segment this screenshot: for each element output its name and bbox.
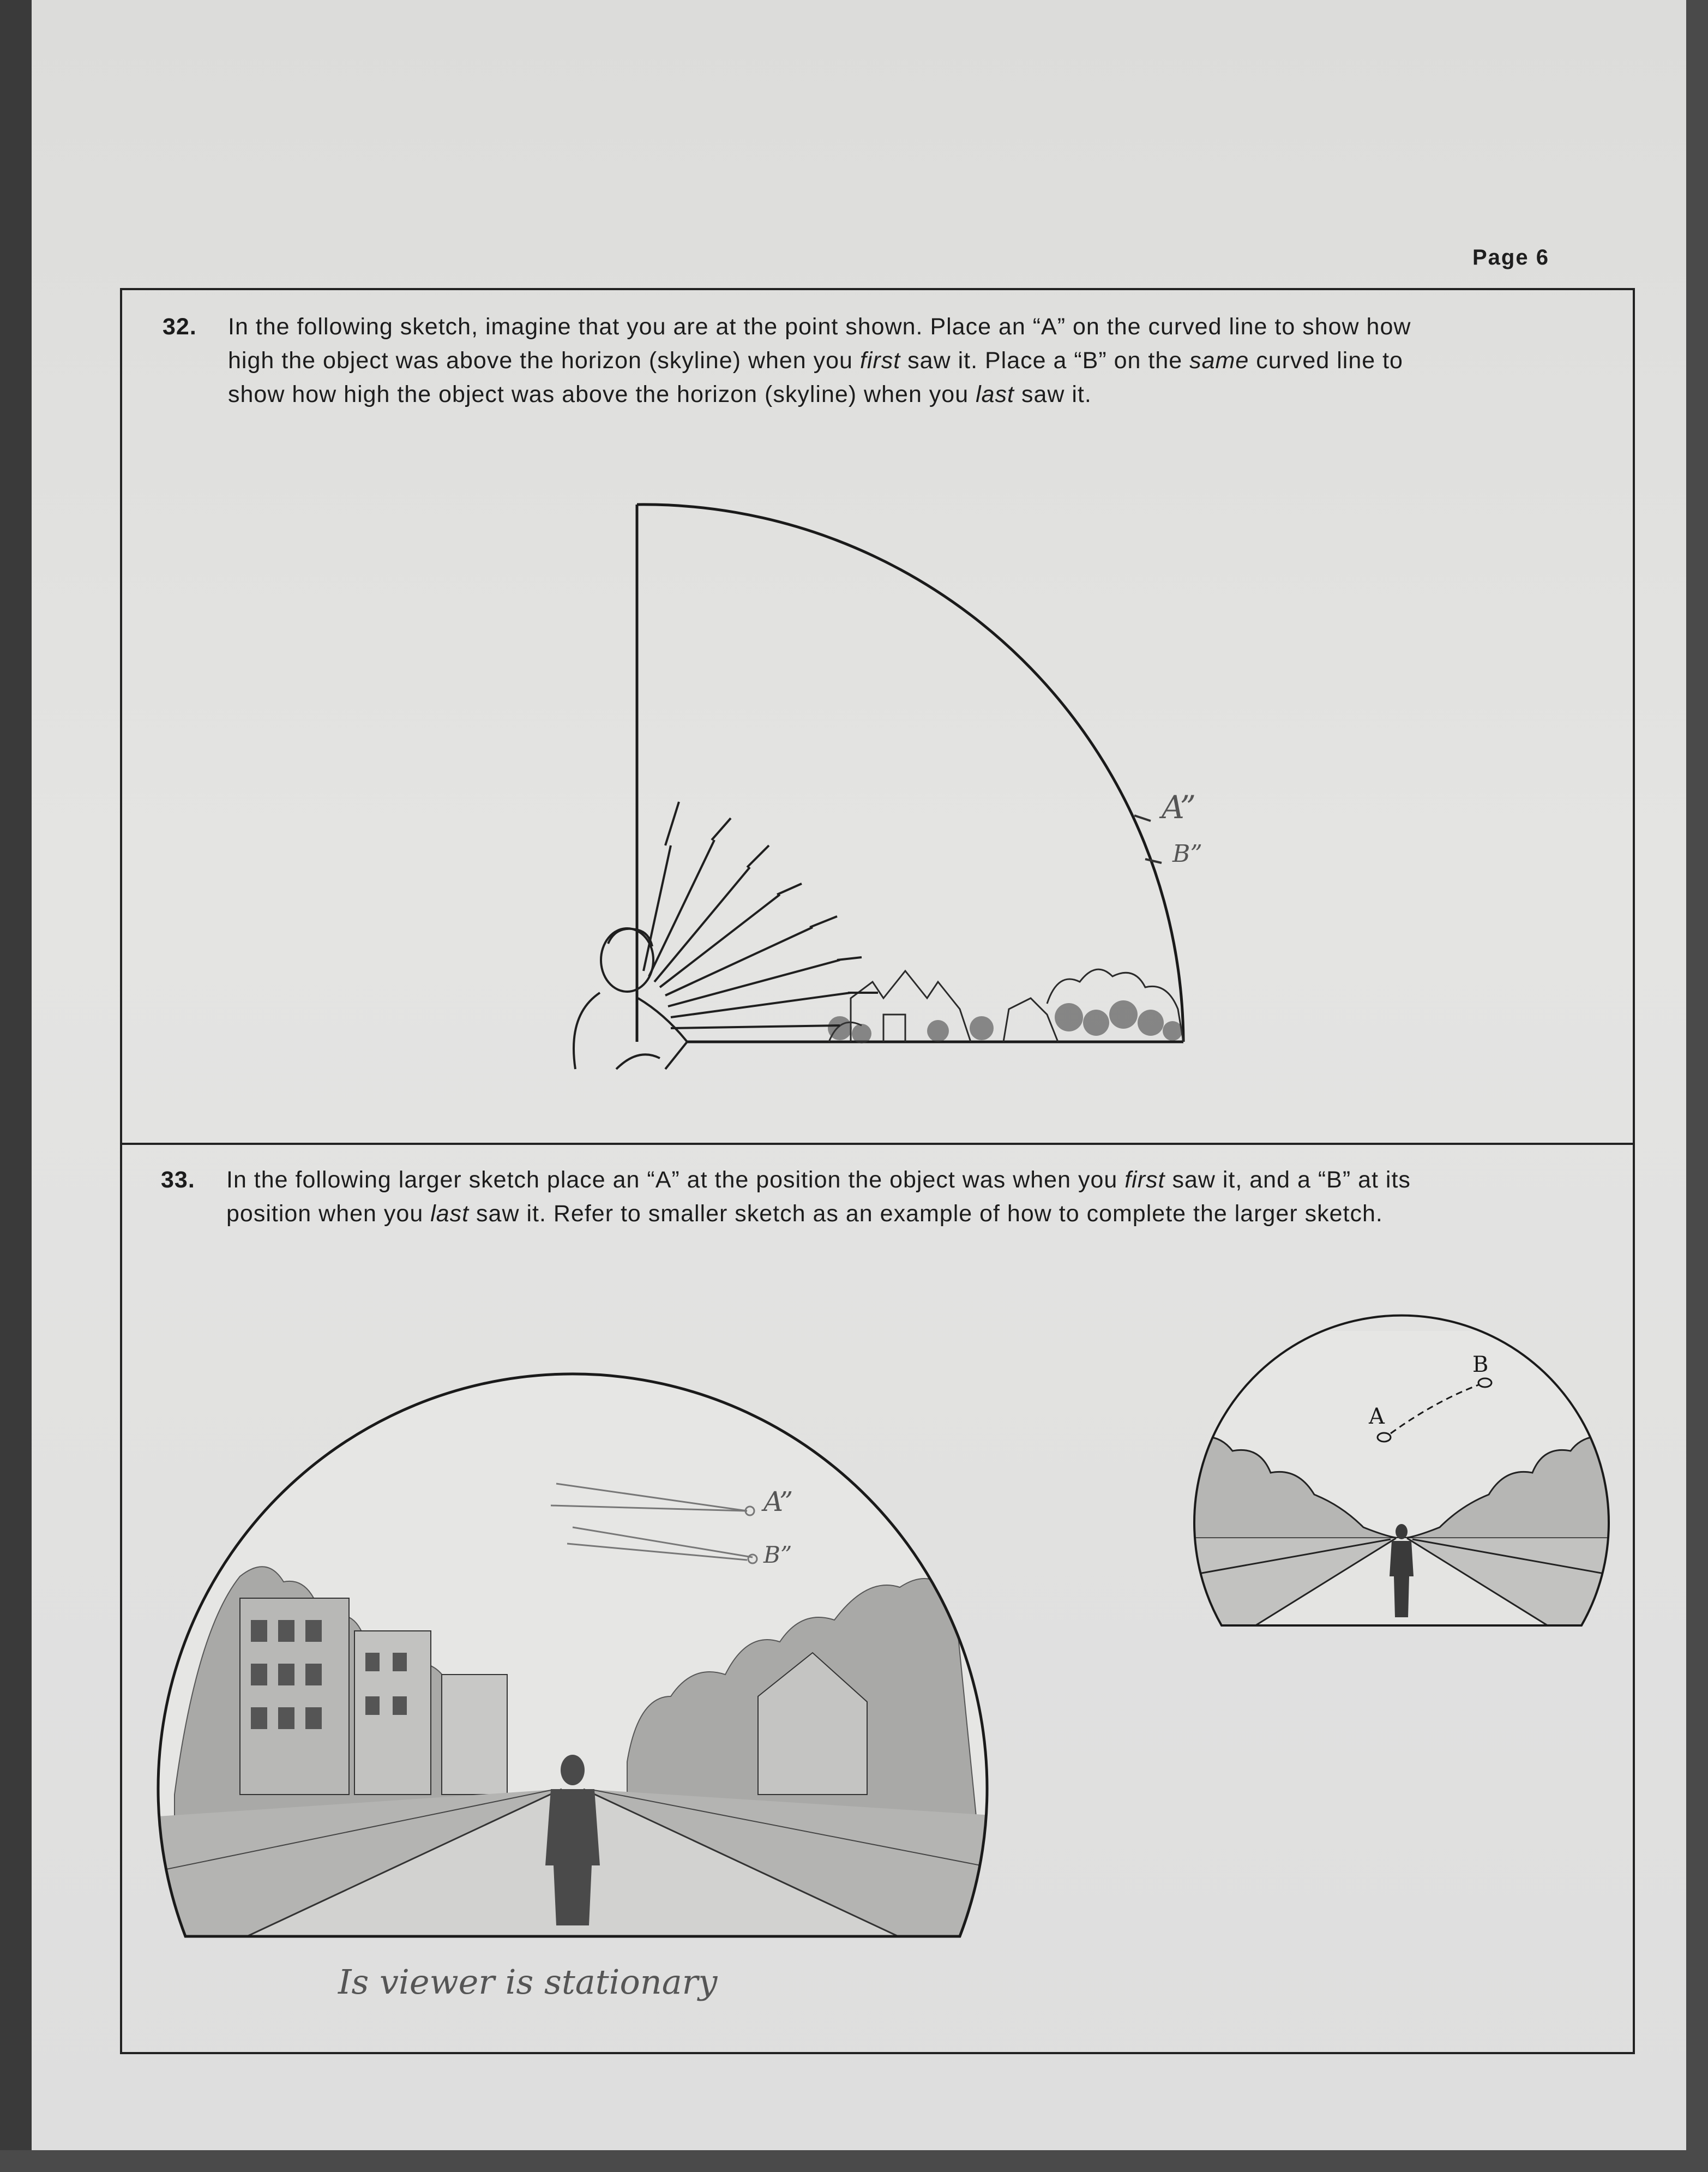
emphasis-last: last (430, 1201, 470, 1227)
emphasis-first: first (859, 347, 901, 374)
question-32-line-2 (228, 344, 1411, 377)
emphasis-same: same (1189, 347, 1249, 374)
scan-edge-left (0, 0, 32, 2172)
text-run: saw it. (1014, 381, 1092, 407)
text-run: position when you (226, 1201, 431, 1227)
scan-edge-right (1686, 0, 1708, 2172)
quarter-circle-sketch (556, 491, 1243, 1096)
text-run: saw it. Place a “B” on the (900, 347, 1190, 374)
small-example-sketch (1183, 1331, 1620, 1636)
example-label-b: B (1472, 1352, 1489, 1377)
question-33-text (226, 1163, 1411, 1231)
handwritten-note: Is viewer is stationary (338, 1962, 718, 2002)
example-label-a: A (1369, 1404, 1385, 1429)
handwritten-mark-a: A” (1162, 789, 1196, 826)
question-32-text (228, 310, 1411, 411)
tick-mark-b (1145, 859, 1162, 863)
handwritten-mark-b: B” (763, 1541, 792, 1568)
question-33-line-2 (226, 1197, 1411, 1231)
question-33 (161, 1163, 1628, 1234)
question-32-line-3 (228, 377, 1411, 411)
text-run: show how high the object was above the horizon (skyline) when you (228, 381, 976, 407)
text-run: curved line to (1249, 347, 1403, 374)
skyline-foliage (828, 1000, 1182, 1043)
question-32-line-1: In the following sketch, imagine that you are at the point shown. Place an “A” on the curved line to show how (228, 314, 1411, 340)
text-run: saw it, and a “B” at its (1165, 1167, 1411, 1193)
tick-mark-a (1134, 815, 1151, 821)
scan-edge-bottom (0, 2150, 1708, 2172)
handwritten-mark-a: A” (763, 1486, 793, 1517)
elevation-arc[interactable] (637, 505, 1183, 1042)
question-33-number: 33. (161, 1167, 195, 1193)
text-run: high the object was above the horizon (skyline) when you (228, 347, 860, 374)
question-32 (163, 310, 1602, 413)
page-number: Page 6 (1472, 245, 1549, 269)
question-33-line-1 (226, 1163, 1411, 1197)
text-run: In the following larger sketch place an “A” at the position the object was when you (226, 1167, 1125, 1193)
emphasis-last: last (976, 381, 1014, 407)
section-divider (120, 1143, 1635, 1145)
emphasis-first: first (1124, 1167, 1165, 1193)
text-run: saw it. Refer to smaller sketch as an example of how to complete the larger sketch. (469, 1201, 1383, 1227)
large-street-sketch (158, 1347, 1009, 2111)
question-32-number: 32. (163, 314, 197, 340)
handwritten-mark-b: B” (1172, 840, 1202, 868)
